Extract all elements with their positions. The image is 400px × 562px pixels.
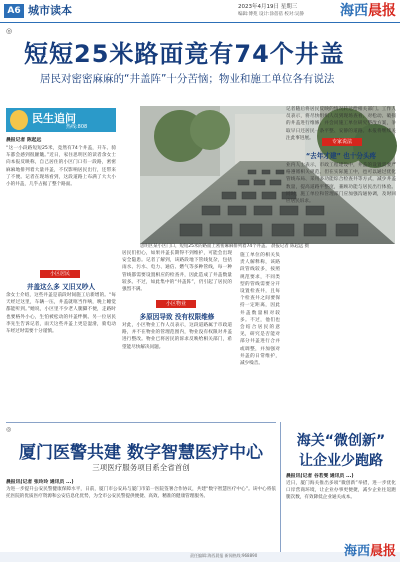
main-headline: 短短25米路面竟有74个井盖: [24, 40, 345, 68]
bottom-left-headline: 厦门医警共建 数字智慧医疗中心: [19, 443, 263, 463]
tag-residents: 小区居民: [40, 270, 80, 278]
tag-property: 小区物业: [156, 300, 196, 308]
bottom-left-byline: 晨报讯(记者 张玲玲 通讯员 ...): [6, 480, 74, 485]
bottom-left-text: 为进一步提升公安民警健康保障水平，日前，厦门市公安局与厦门市第一医院签署合作协议，共建“数字智慧医疗中心”。该中心将依托医院的优质医疗资源和公安信息化优势，为全市公安民警提供便捷、高效、精准的健康管理服务。: [6, 487, 276, 500]
col5-text: 记者随后将居民反映的情况转达给相关部门。工作人员表示，将尽快组织人员到现场查看，对松动、破损的井盖进行维修，并会同施工单位研究整改方案，争取早日还居民一条平整、安静的道路。本报将继续关注此事进展。: [286, 107, 396, 141]
col2-text: 居民们担心，如果井盖长期得不到维护，可能会出现安全隐患。记者了解到，该路段地下管线复杂，包括雨水、污水、电力、通信、燃气等多种管线，每一种管线都需要设置相应的检查井，因此造成了井盖数量较多。不过，如此集中的“井盖阵”，仍引起了居民的强烈不满。: [122, 251, 232, 293]
bottom-right-text: 近日，厦门海关推出多项“微创新”举措，进一步优化口岸营商环境，让企业办事更便捷，减少企业往返跑腿次数，有效降低企业通关成本。: [286, 481, 396, 501]
editor-credits: 编辑:傅苑 设计:涂蓓蓓 校对:吴静: [238, 12, 304, 17]
bottom-left-subheadline: 三项医疗服务项目系全省首创: [92, 463, 190, 472]
main-byline: 晨报记者 陈起远: [6, 138, 42, 143]
bottom-right-byline: 晨报讯(记者 谷若雯 通讯员 ...): [286, 474, 354, 479]
footer-logo: [344, 540, 396, 559]
bottom-right-headline-2: 让企业少跑路: [299, 453, 383, 469]
subhead-3: “去年才建” 也十分头疼: [305, 152, 377, 160]
col4-text: 业内人士表示，市政工程建设中，井盖的设置需要严格遵循相关规范。但在实际施工中，也可以通过优化管线布局、采用多功能综合检查井等方式，减少井盖数量，提高道路平整度，兼顾功能与居民出行体验。同时，施工单位和管理部门应加强沟通协调，及时回应居民诉求。: [286, 163, 396, 205]
col3-text: 施工单位的相关负责人解释称，该路段管线较多，按照规范要求，不同类型的管线需要分开设置检查井，且每个检查井之间要保持一定距离，因此井盖数量相对较多。不过，他们也会结合居民的意见，研究是否能对部分井盖进行合并或调整，并加强对井盖的日常维护，减少噪音。: [240, 253, 280, 367]
col2b-text: 对此，小区物业工作人员表示，这段道路属于市政道路，并不在物业的管理范围内，物业没有权限对井盖进行整改。物业已将居民的诉求反映给相关部门，希望能尽快解决问题。: [122, 323, 232, 350]
column-divider: [280, 422, 281, 552]
bottom-left-marker: ◎: [6, 426, 12, 433]
main-subheadline: 居民对密密麻麻的“井盖阵”十分苦恼；物业和施工单位各有说法: [40, 73, 335, 85]
footer-logo-right: 晨报: [370, 544, 397, 559]
footer-logo-left: 海西: [344, 544, 371, 559]
tag-expert: 专家说法: [322, 138, 362, 146]
newspaper-logo: [340, 2, 396, 20]
story-marker: ◎: [6, 27, 13, 35]
section-title: 城市读本: [28, 4, 72, 17]
page-number: A6: [4, 4, 24, 18]
logo-right: 晨报: [368, 3, 396, 19]
section-divider: [6, 422, 276, 423]
header-rule: [0, 22, 400, 23]
footer-note: 责任编辑:海西晨报 新闻热线:968890: [190, 553, 258, 558]
issue-date: 2023年4月19日 星期三: [238, 4, 298, 10]
banner-title: 民生追问: [32, 112, 76, 125]
banner-hotline: 热线:808: [66, 124, 88, 130]
mascot-icon: [10, 110, 28, 130]
subhead-1: 井盖这么多 又旧又吵人: [26, 283, 96, 291]
bottom-right-headline-1: 海关“微创新”: [296, 433, 386, 449]
minsheng-banner: [6, 108, 116, 132]
col1b-text: 余女士介绍，这些井盖是前段时间施工后新增的。“每天经过这里，车辆一压，井盖就哐当作响，晚上睡觉都能听到。”她说，小区里不少老人腿脚不便，走路时也要格外小心，生怕被松动的井盖绊倒。另一位居民李先生告诉记者，雨天这些井盖上更是湿滑，骑电动车经过时需要十分谨慎。: [6, 293, 116, 335]
photo-caption: 思明区某小区门口，短短25米的路面上密密麻麻排列着74个井盖。 晨报记者 陈起远 摄: [140, 244, 310, 249]
logo-left: 海西: [340, 3, 368, 19]
subhead-2: 多原因导致 没有权限维修: [139, 313, 215, 321]
col1-text: “这一小段路短短25米，竟然有74个井盖，开车、骑车都会感到很颠簸。”近日，家住思明区的读者余女士向本报反映称，自己居住的小区门口有一段路，密密麻麻地排列着大量井盖，不仅影响居民出行，还带来了不便。记者在现场看到，这段道路上布满了大大小小的井盖，几乎占据了整个路面。: [6, 146, 116, 188]
